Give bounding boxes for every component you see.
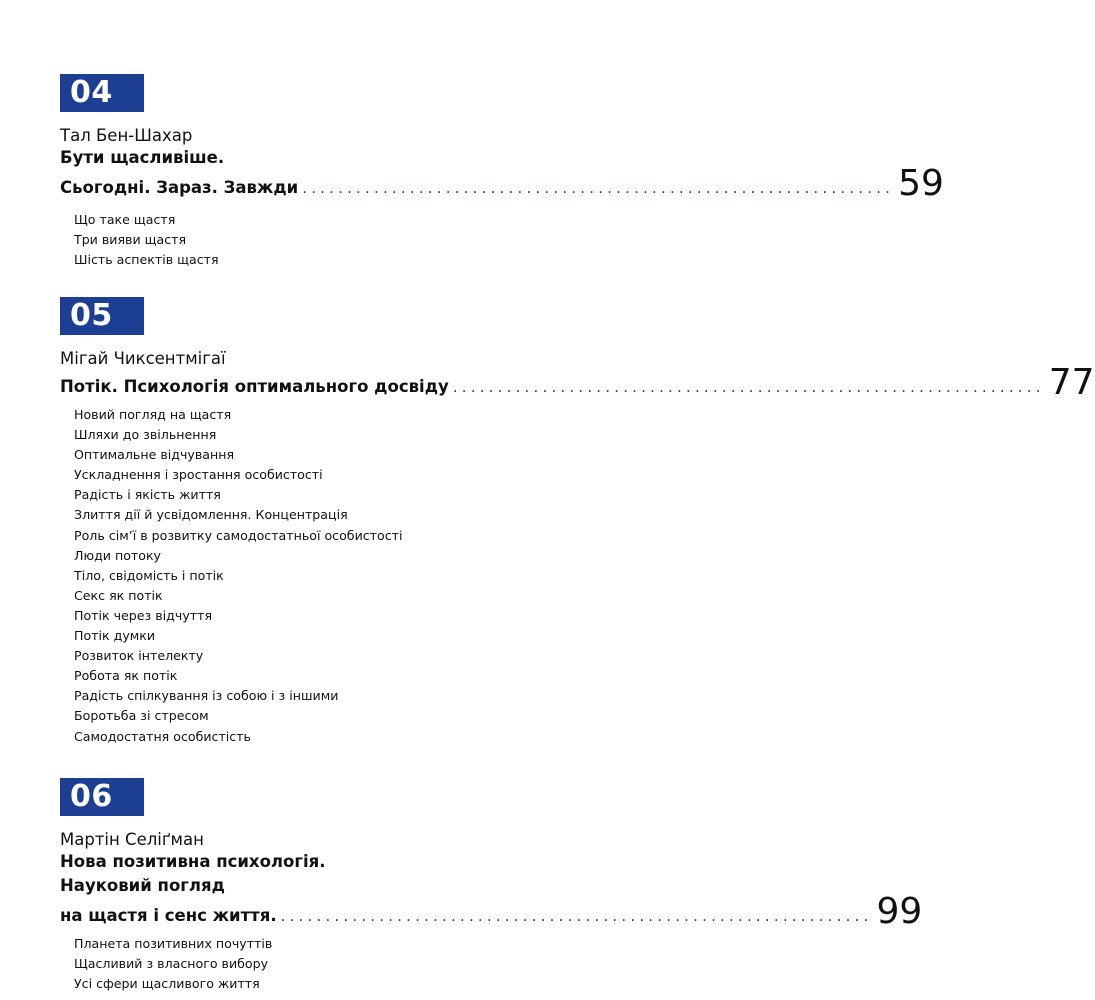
dot-leader: .................................................................. [302,179,895,197]
chapter-06 [60,778,923,994]
chapter-author: Тал Бен-Шахар [60,126,193,145]
section-item[interactable]: Усі сфери щасливого життя [74,976,260,992]
chapter-author: Мартін Селіґман [60,830,204,849]
section-list [74,934,646,994]
section-list [74,405,646,747]
chapter-title-line: Сьогодні. Зараз. Завжди [60,178,299,197]
section-item[interactable]: Планета позитивних почуттів [74,936,273,951]
section-item[interactable]: Боротьба зі стресом [74,708,209,724]
section-item[interactable]: Радість і якість життя [74,487,221,503]
chapter-title[interactable] [60,146,944,204]
chapter-title-line: на щастя і сенс життя. [60,906,277,925]
section-item[interactable]: Секс як потік [74,587,163,603]
section-item[interactable]: Люди потоку [74,547,162,563]
chapter-author: Мігай Чиксентмігаї [60,349,226,368]
section-item[interactable]: Тіло, свідомість і потік [74,567,224,583]
chapter-title-line: Нова позитивна психологія. [60,852,326,871]
section-list [74,210,646,270]
chapter-number-badge: 05 [60,297,144,335]
chapter-04 [60,74,944,270]
section-item[interactable]: Потік думки [74,628,156,644]
section-item[interactable]: Шість аспектів щастя [74,252,219,268]
page-number: 99 [876,891,923,932]
chapter-title-last-row [60,362,1095,403]
chapter-title-last-row [60,891,923,932]
section-item[interactable]: Самодостатня особистість [74,728,251,744]
chapter-number-badge: 06 [60,778,144,816]
section-item[interactable]: Злиття дії й усвідомлення. Концентрація [74,507,348,523]
section-item[interactable]: Потік через відчуття [74,607,213,623]
chapter-05 [60,297,1095,747]
section-item[interactable]: Розвиток інтелекту [74,648,204,664]
section-item[interactable]: Шляхи до звільнення [74,427,217,443]
section-item[interactable]: Три вияви щастя [74,232,187,248]
section-item[interactable]: Новий погляд на щастя [74,407,232,422]
section-item[interactable]: Оптимальне відчування [74,447,235,463]
chapter-title[interactable] [60,850,923,932]
dot-leader: .................................................................. [452,378,1045,396]
dot-leader: .................................................................. [280,907,873,925]
section-item[interactable]: Щасливий з власного вибору [74,956,269,972]
section-item[interactable]: Роль сім’ї в розвитку самодостатньої особистості [74,527,403,543]
page-number: 77 [1048,362,1095,403]
chapter-title-last-row [60,163,944,204]
page-number: 59 [898,163,944,204]
section-item[interactable]: Ускладнення і зростання особистості [74,467,323,483]
chapter-title-line: Потік. Психологія оптимального досвіду [60,377,449,396]
chapter-title-line: Бути щасливіше. [60,148,225,167]
chapter-number-badge: 04 [60,74,144,112]
section-item[interactable]: Що таке щастя [74,212,176,227]
section-item[interactable]: Радість спілкування із собою і з іншими [74,688,339,704]
chapter-title-line: Науковий погляд [60,876,225,895]
chapter-title[interactable] [60,362,1095,403]
section-item[interactable]: Робота як потік [74,668,178,684]
